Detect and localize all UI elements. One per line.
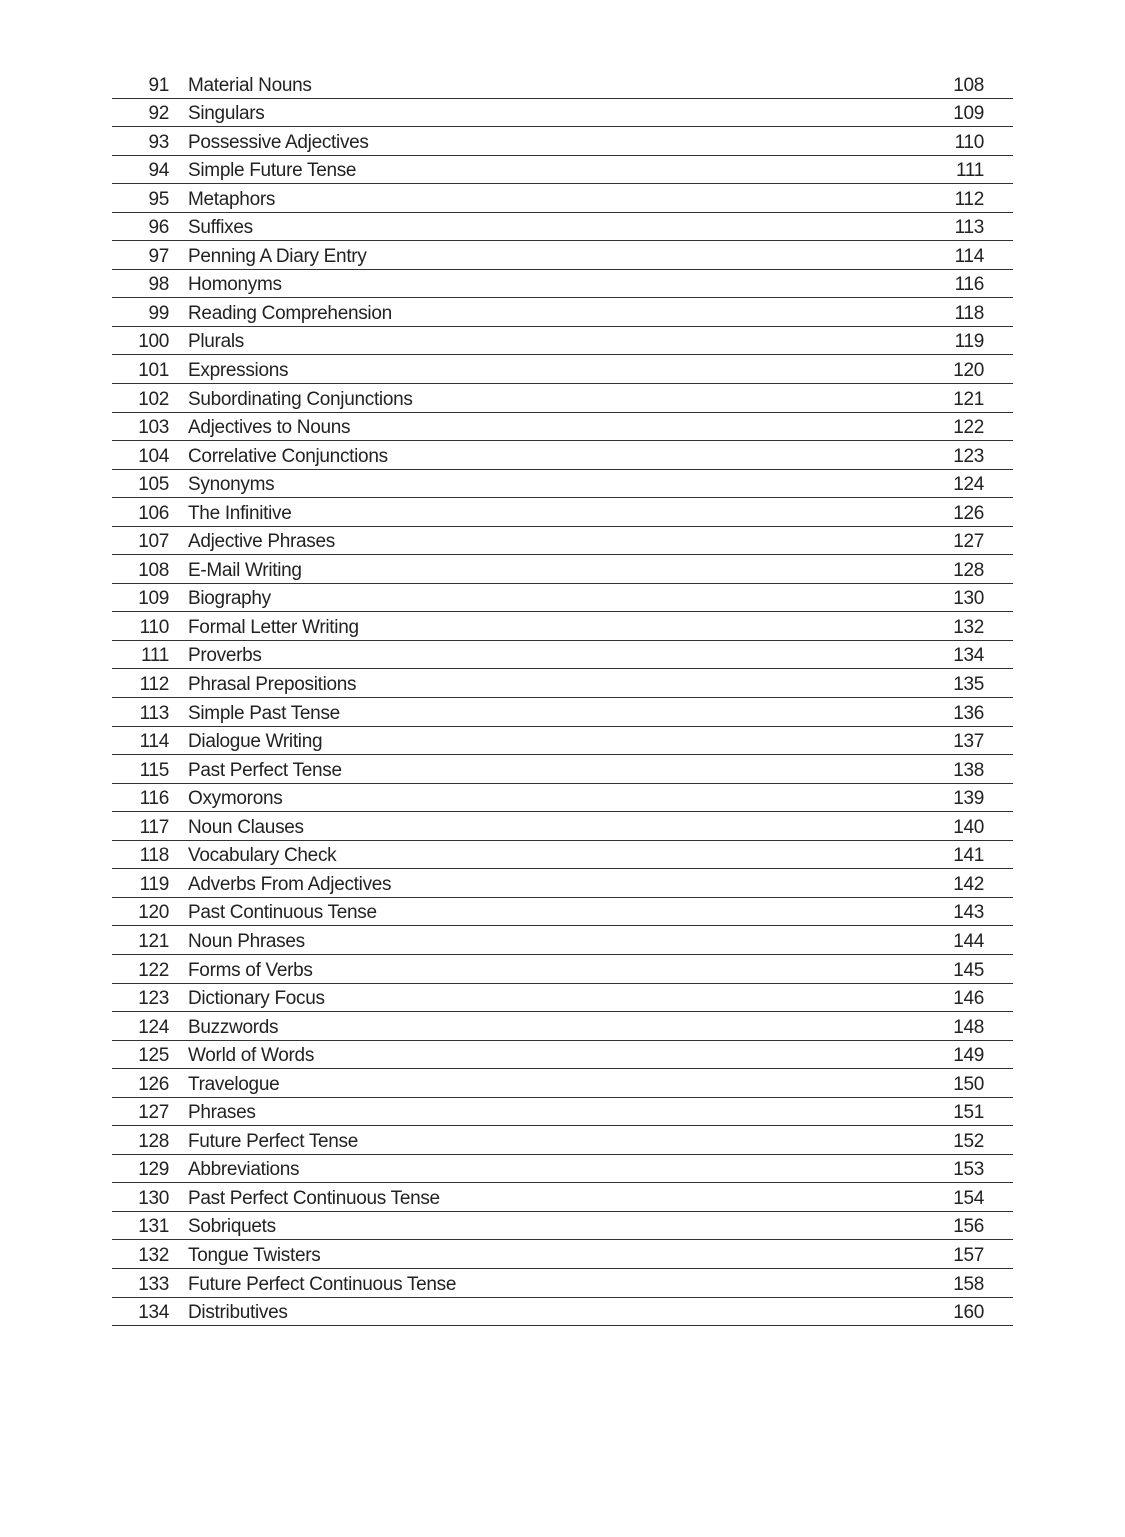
toc-entry-number: 134 bbox=[138, 1302, 169, 1324]
toc-entry-number: 116 bbox=[139, 788, 169, 810]
toc-entry-title: Biography bbox=[188, 588, 271, 610]
toc-entry-page: 132 bbox=[953, 616, 984, 638]
toc-row bbox=[112, 527, 1013, 556]
toc-row bbox=[112, 470, 1013, 499]
toc-entry-number: 131 bbox=[138, 1216, 169, 1238]
toc-row bbox=[112, 555, 1013, 584]
toc-row bbox=[112, 984, 1013, 1013]
table-of-contents bbox=[112, 70, 1013, 1326]
toc-entry-page: 149 bbox=[953, 1045, 984, 1067]
toc-row bbox=[112, 1212, 1013, 1241]
toc-entry-title: Simple Past Tense bbox=[188, 702, 340, 724]
toc-entry-title: Plurals bbox=[188, 331, 244, 353]
toc-entry-number: 99 bbox=[148, 302, 169, 324]
toc-entry-title: Material Nouns bbox=[188, 74, 312, 96]
toc-row bbox=[112, 1269, 1013, 1298]
toc-entry-number: 111 bbox=[141, 645, 169, 667]
toc-entry-page: 142 bbox=[953, 873, 984, 895]
toc-entry-number: 125 bbox=[138, 1045, 169, 1067]
toc-row bbox=[112, 641, 1013, 670]
toc-entry-page: 138 bbox=[953, 759, 984, 781]
toc-entry-page: 116 bbox=[954, 274, 984, 296]
toc-entry-title: Dialogue Writing bbox=[188, 731, 323, 753]
toc-entry-number: 100 bbox=[138, 331, 169, 353]
toc-entry-title: Adjective Phrases bbox=[188, 531, 335, 553]
toc-entry-number: 96 bbox=[148, 217, 169, 239]
toc-entry-page: 128 bbox=[953, 559, 984, 581]
toc-entry-number: 113 bbox=[139, 702, 169, 724]
toc-entry-page: 139 bbox=[953, 788, 984, 810]
toc-entry-title: Expressions bbox=[188, 360, 289, 382]
toc-entry-page: 154 bbox=[953, 1187, 984, 1209]
toc-entry-title: Distributives bbox=[188, 1302, 288, 1324]
toc-entry-title: Buzzwords bbox=[188, 1016, 279, 1038]
toc-entry-title: Correlative Conjunctions bbox=[188, 445, 388, 467]
toc-entry-title: Vocabulary Check bbox=[188, 845, 337, 867]
toc-row bbox=[112, 184, 1013, 213]
toc-entry-title: World of Words bbox=[188, 1045, 315, 1067]
toc-row bbox=[112, 327, 1013, 356]
toc-entry-page: 127 bbox=[953, 531, 984, 553]
toc-entry-title: Sobriquets bbox=[188, 1216, 276, 1238]
toc-row bbox=[112, 1298, 1013, 1327]
toc-entry-title: E-Mail Writing bbox=[188, 559, 302, 581]
toc-entry-page: 135 bbox=[953, 674, 984, 696]
toc-entry-number: 106 bbox=[138, 502, 169, 524]
toc-entry-title: Travelogue bbox=[188, 1073, 280, 1095]
toc-entry-number: 130 bbox=[138, 1187, 169, 1209]
toc-row bbox=[112, 1183, 1013, 1212]
toc-entry-page: 157 bbox=[953, 1244, 984, 1266]
toc-entry-number: 97 bbox=[148, 245, 169, 267]
toc-entry-title: Forms of Verbs bbox=[188, 959, 313, 981]
toc-entry-title: Noun Phrases bbox=[188, 930, 305, 952]
toc-entry-number: 104 bbox=[138, 445, 169, 467]
toc-entry-title: Past Continuous Tense bbox=[188, 902, 377, 924]
toc-entry-page: 156 bbox=[953, 1216, 984, 1238]
toc-entry-number: 117 bbox=[139, 816, 169, 838]
toc-entry-number: 126 bbox=[138, 1073, 169, 1095]
toc-row bbox=[112, 1126, 1013, 1155]
toc-entry-number: 118 bbox=[139, 845, 169, 867]
toc-entry-title: Metaphors bbox=[188, 188, 276, 210]
toc-entry-number: 92 bbox=[148, 103, 169, 125]
toc-entry-number: 132 bbox=[138, 1244, 169, 1266]
toc-row bbox=[112, 156, 1013, 185]
toc-entry-number: 98 bbox=[148, 274, 169, 296]
toc-entry-page: 143 bbox=[953, 902, 984, 924]
toc-entry-page: 111 bbox=[956, 160, 984, 182]
toc-row bbox=[112, 1041, 1013, 1070]
toc-row bbox=[112, 669, 1013, 698]
toc-entry-page: 136 bbox=[953, 702, 984, 724]
toc-entry-number: 127 bbox=[138, 1102, 169, 1124]
toc-entry-page: 109 bbox=[953, 103, 984, 125]
toc-entry-title: Tongue Twisters bbox=[188, 1244, 321, 1266]
toc-entry-page: 126 bbox=[953, 502, 984, 524]
toc-entry-page: 114 bbox=[954, 245, 984, 267]
toc-entry-title: Synonyms bbox=[188, 474, 275, 496]
toc-entry-page: 141 bbox=[953, 845, 984, 867]
toc-entry-title: Penning A Diary Entry bbox=[188, 245, 367, 267]
toc-entry-title: Past Perfect Tense bbox=[188, 759, 342, 781]
toc-row bbox=[112, 926, 1013, 955]
toc-entry-page: 140 bbox=[953, 816, 984, 838]
toc-entry-title: Adverbs From Adjectives bbox=[188, 873, 392, 895]
toc-row bbox=[112, 441, 1013, 470]
toc-entry-title: Formal Letter Writing bbox=[188, 616, 359, 638]
toc-row bbox=[112, 355, 1013, 384]
toc-entry-number: 103 bbox=[138, 417, 169, 439]
toc-entry-number: 112 bbox=[139, 674, 169, 696]
toc-entry-number: 102 bbox=[138, 388, 169, 410]
toc-row bbox=[112, 1012, 1013, 1041]
toc-entry-page: 122 bbox=[953, 417, 984, 439]
toc-entry-page: 112 bbox=[954, 188, 984, 210]
toc-entry-number: 120 bbox=[138, 902, 169, 924]
toc-entry-title: Phrasal Prepositions bbox=[188, 674, 357, 696]
toc-entry-title: Past Perfect Continuous Tense bbox=[188, 1187, 440, 1209]
toc-entry-title: Abbreviations bbox=[188, 1159, 300, 1181]
toc-row bbox=[112, 127, 1013, 156]
toc-entry-title: Homonyms bbox=[188, 274, 282, 296]
toc-entry-page: 121 bbox=[953, 388, 984, 410]
toc-entry-title: Adjectives to Nouns bbox=[188, 417, 351, 439]
toc-entry-number: 95 bbox=[148, 188, 169, 210]
toc-row bbox=[112, 298, 1013, 327]
toc-row bbox=[112, 698, 1013, 727]
toc-entry-title: Future Perfect Tense bbox=[188, 1130, 359, 1152]
toc-entry-title: Possessive Adjectives bbox=[188, 131, 369, 153]
toc-entry-page: 148 bbox=[953, 1016, 984, 1038]
toc-row bbox=[112, 70, 1013, 99]
toc-row bbox=[112, 755, 1013, 784]
toc-entry-page: 119 bbox=[954, 331, 984, 353]
toc-row bbox=[112, 99, 1013, 128]
toc-row bbox=[112, 612, 1013, 641]
toc-entry-number: 129 bbox=[138, 1159, 169, 1181]
toc-row bbox=[112, 1155, 1013, 1184]
toc-entry-page: 145 bbox=[953, 959, 984, 981]
toc-entry-title: Phrases bbox=[188, 1102, 256, 1124]
toc-entry-number: 114 bbox=[139, 731, 169, 753]
toc-entry-page: 123 bbox=[953, 445, 984, 467]
toc-row bbox=[112, 727, 1013, 756]
toc-entry-number: 94 bbox=[148, 160, 169, 182]
toc-row bbox=[112, 1098, 1013, 1127]
toc-entry-page: 137 bbox=[953, 731, 984, 753]
toc-row bbox=[112, 869, 1013, 898]
toc-entry-title: Suffixes bbox=[188, 217, 253, 239]
toc-entry-title: Simple Future Tense bbox=[188, 160, 357, 182]
toc-row bbox=[112, 270, 1013, 299]
toc-entry-number: 108 bbox=[138, 559, 169, 581]
toc-entry-page: 144 bbox=[953, 930, 984, 952]
toc-row bbox=[112, 1069, 1013, 1098]
toc-entry-title: Future Perfect Continuous Tense bbox=[188, 1273, 457, 1295]
toc-entry-number: 110 bbox=[139, 616, 169, 638]
toc-entry-number: 105 bbox=[138, 474, 169, 496]
toc-entry-title: Proverbs bbox=[188, 645, 262, 667]
toc-entry-title: The Infinitive bbox=[188, 502, 292, 524]
toc-entry-number: 93 bbox=[148, 131, 169, 153]
toc-entry-title: Subordinating Conjunctions bbox=[188, 388, 413, 410]
toc-entry-page: 150 bbox=[953, 1073, 984, 1095]
toc-entry-number: 133 bbox=[138, 1273, 169, 1295]
toc-entry-number: 91 bbox=[148, 74, 169, 96]
toc-entry-number: 109 bbox=[138, 588, 169, 610]
toc-entry-title: Reading Comprehension bbox=[188, 302, 392, 324]
toc-entry-page: 120 bbox=[953, 360, 984, 382]
toc-entry-number: 119 bbox=[139, 873, 169, 895]
toc-row bbox=[112, 841, 1013, 870]
toc-row bbox=[112, 241, 1013, 270]
toc-entry-page: 108 bbox=[953, 74, 984, 96]
toc-entry-number: 122 bbox=[138, 959, 169, 981]
toc-entry-page: 152 bbox=[953, 1130, 984, 1152]
toc-row bbox=[112, 413, 1013, 442]
toc-entry-page: 134 bbox=[953, 645, 984, 667]
toc-entry-page: 160 bbox=[953, 1302, 984, 1324]
toc-entry-page: 153 bbox=[953, 1159, 984, 1181]
toc-row bbox=[112, 784, 1013, 813]
toc-entry-page: 118 bbox=[954, 302, 984, 324]
toc-entry-page: 158 bbox=[953, 1273, 984, 1295]
toc-entry-number: 121 bbox=[138, 930, 169, 952]
toc-entry-page: 124 bbox=[953, 474, 984, 496]
toc-row bbox=[112, 213, 1013, 242]
toc-entry-page: 130 bbox=[953, 588, 984, 610]
toc-row bbox=[112, 1240, 1013, 1269]
toc-entry-title: Dictionary Focus bbox=[188, 988, 325, 1010]
toc-entry-title: Noun Clauses bbox=[188, 816, 304, 838]
toc-row bbox=[112, 812, 1013, 841]
toc-row bbox=[112, 955, 1013, 984]
toc-entry-title: Singulars bbox=[188, 103, 265, 125]
toc-row bbox=[112, 584, 1013, 613]
toc-entry-page: 146 bbox=[953, 988, 984, 1010]
toc-entry-number: 101 bbox=[138, 360, 169, 382]
toc-entry-number: 123 bbox=[138, 988, 169, 1010]
toc-row bbox=[112, 384, 1013, 413]
toc-entry-number: 107 bbox=[138, 531, 169, 553]
toc-entry-title: Oxymorons bbox=[188, 788, 283, 810]
toc-entry-page: 110 bbox=[954, 131, 984, 153]
toc-entry-page: 113 bbox=[954, 217, 984, 239]
toc-row bbox=[112, 898, 1013, 927]
toc-row bbox=[112, 498, 1013, 527]
toc-entry-number: 115 bbox=[139, 759, 169, 781]
toc-entry-number: 124 bbox=[138, 1016, 169, 1038]
toc-entry-page: 151 bbox=[953, 1102, 984, 1124]
toc-entry-number: 128 bbox=[138, 1130, 169, 1152]
